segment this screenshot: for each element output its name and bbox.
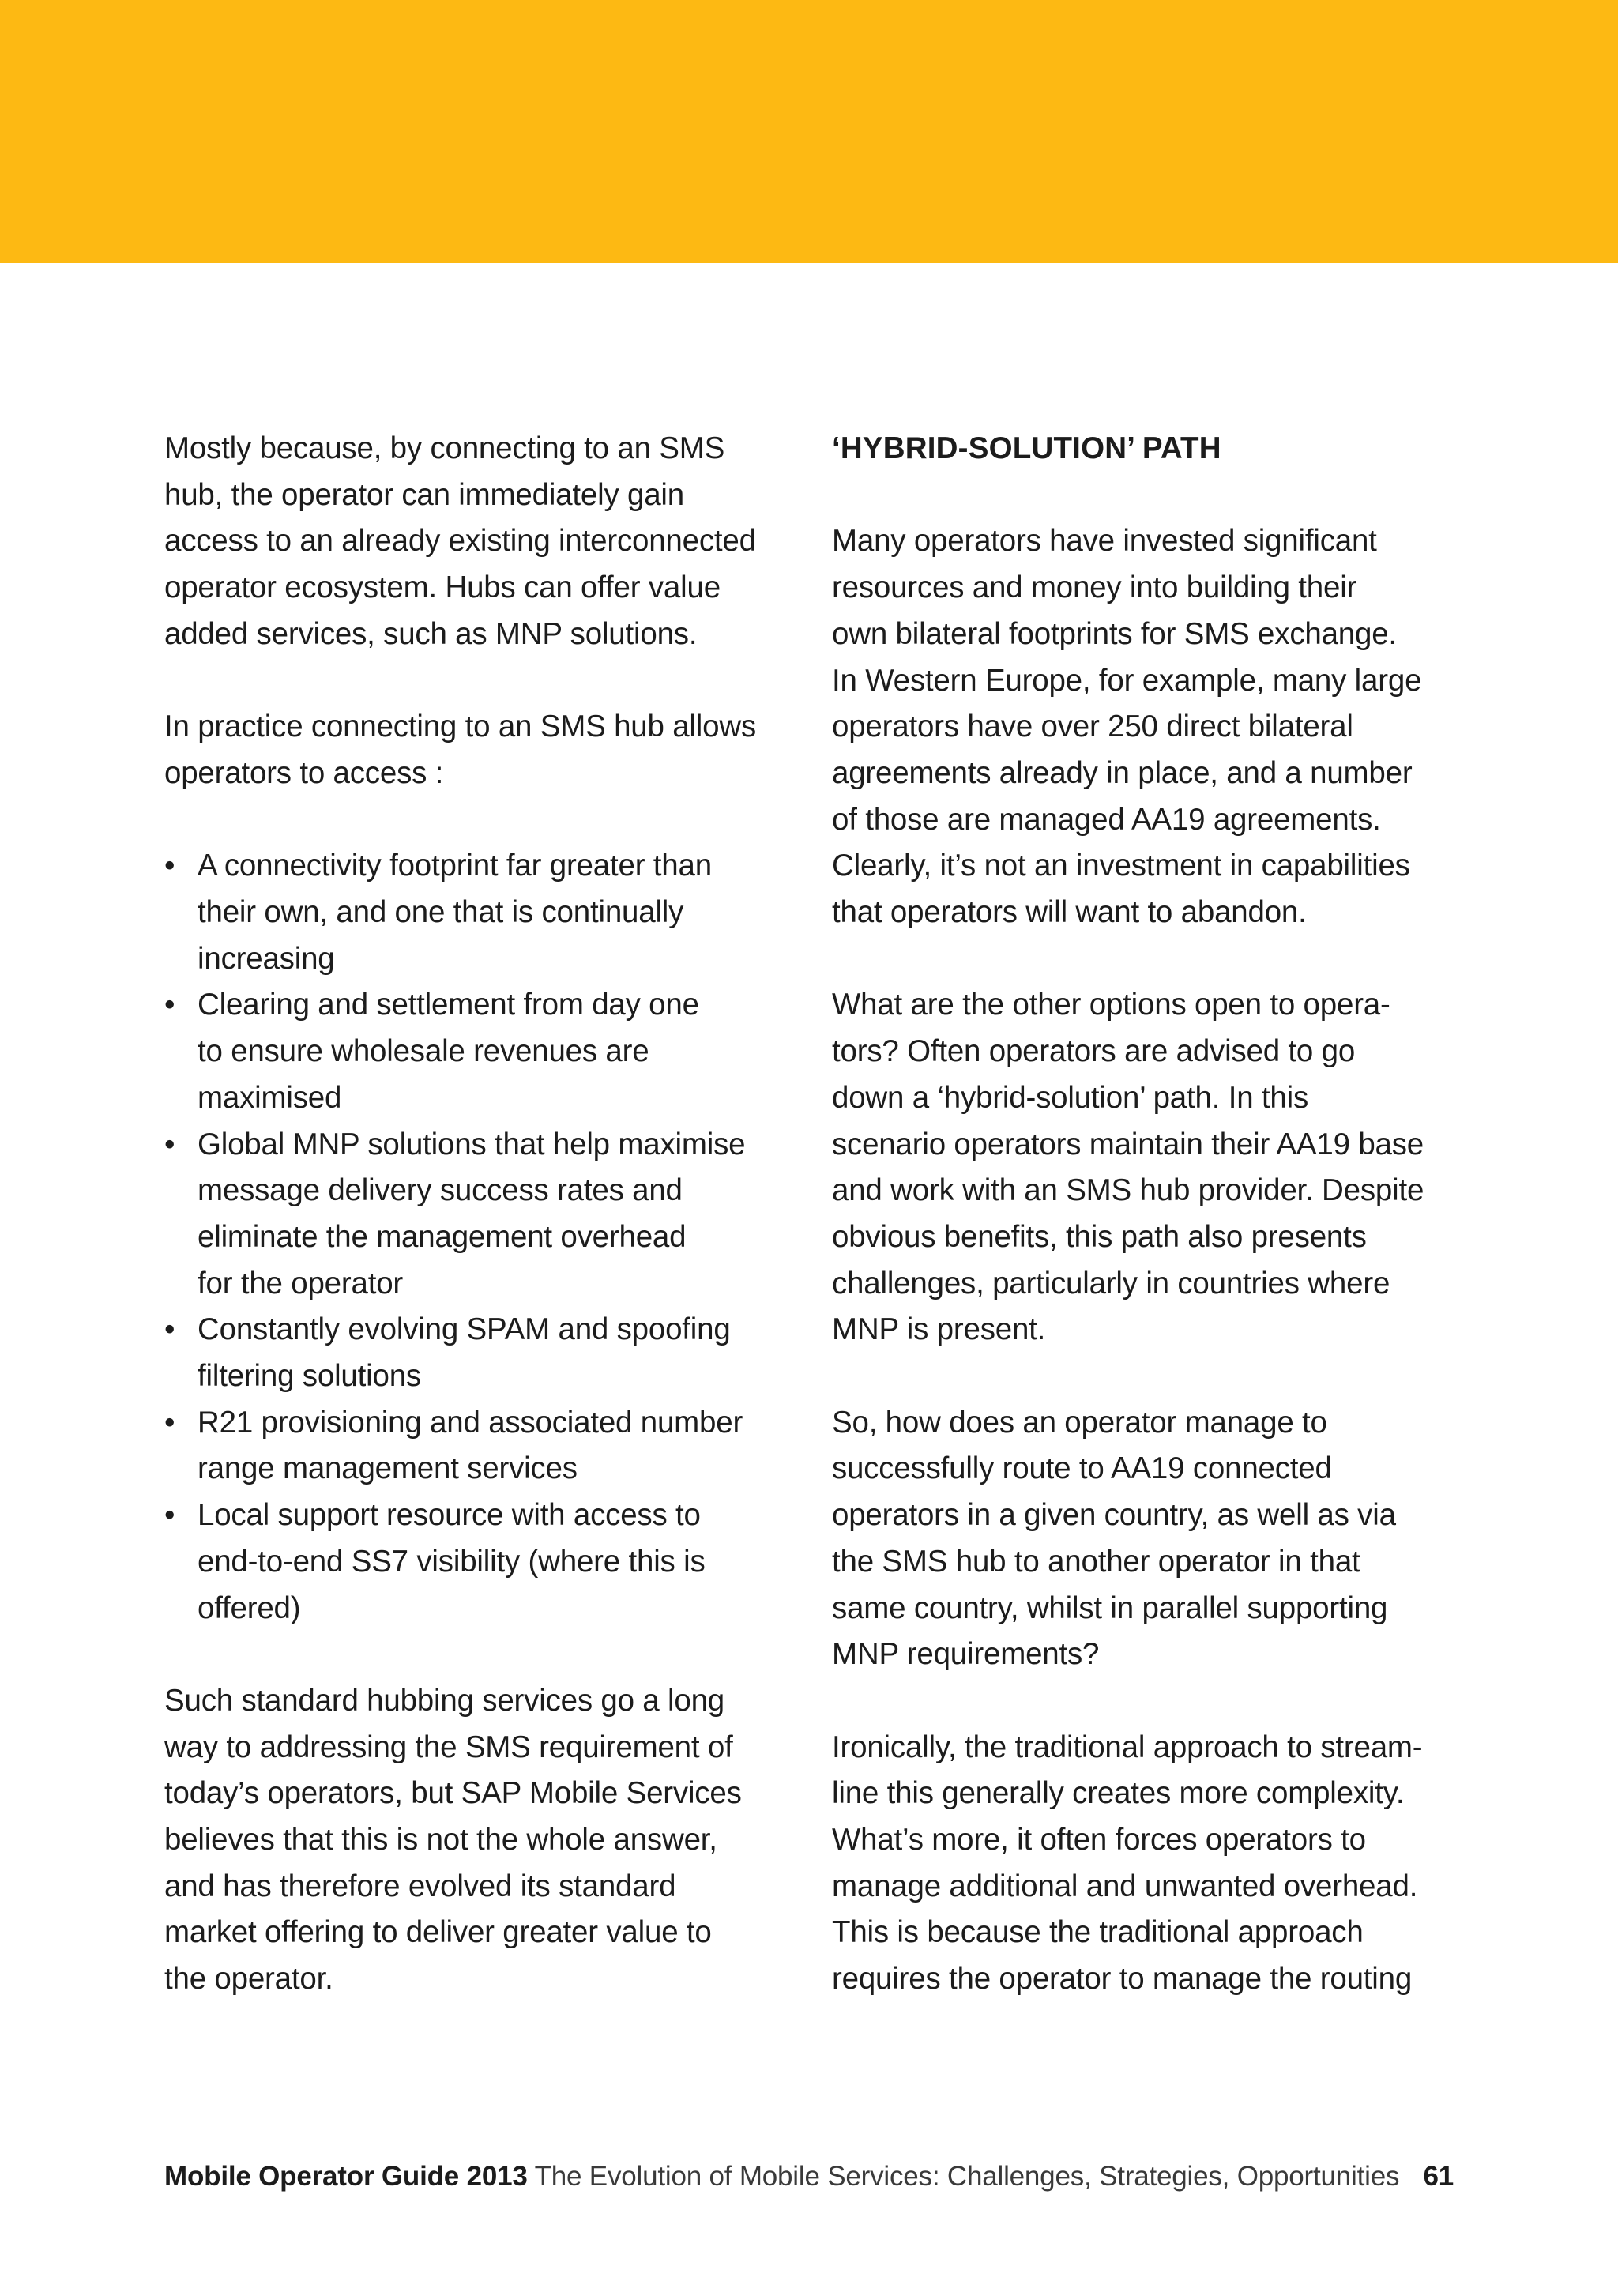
bullet-marker: • — [164, 988, 175, 1022]
left-paragraph-3: Such standard hubbing services go a long way to addressing the SMS requirement of today’s operators, but SAP Mobile Services believes that this is not the whole answer, and has therefore evolved its standard market offering to deliver greater value to the operator. — [164, 1683, 742, 1997]
list-item: • Clearing and settlement from day one to ensure wholesale revenues are maximised — [164, 982, 796, 1121]
right-paragraph-1: Many operators have invested significant resources and money into building their own bilateral footprints for SMS exchange. In Western Europe, for example, many large operators have over 250 direct bilateral agreements already in place, and a number of those are managed AA19 agreements. Clearly, it’s not an investment in capabilities that operators will want to abandon. — [832, 524, 1422, 930]
bullet-marker: • — [164, 1405, 175, 1440]
right-paragraph-4: Ironically, the traditional approach to stream- line this generally creates more complexity. What’s more, it often forces operators to manage additional and unwanted overhead. This is because the traditional approach requires the operator to manage the routing — [832, 1730, 1423, 1997]
left-paragraph-2: In practice connecting to an SMS hub allows operators to access : — [164, 710, 756, 790]
list-item: • R21 provisioning and associated number range management services — [164, 1400, 796, 1492]
list-item: • Global MNP solutions that help maximise message delivery success rates and eliminate the management overhead for the operator — [164, 1122, 796, 1308]
right-paragraph-3: So, how does an operator manage to successfully route to AA19 connected operators in a given country, as well as via the SMS hub to another operator in that same country, whilst in parallel supporting MNP requirements? — [832, 1405, 1396, 1672]
right-column — [832, 426, 1464, 2003]
right-paragraph-2: What are the other options open to opera- tors? Often operators are advised to go down a ‘hybrid-solution’ path. In this scenario operators maintain their AA19 base and work with an SMS hub provider. Despite obvious benefits, this path also presents challenges, particularly in countries where MNP is present. — [832, 988, 1424, 1347]
bullet-marker: • — [164, 1498, 175, 1533]
bullet-list — [164, 843, 796, 1632]
bullet-marker: • — [164, 849, 175, 883]
left-paragraph-1: Mostly because, by connecting to an SMS hub, the operator can immediately gain access to an already existing interconnected operator ecosystem. Hubs can offer value added services, such as MNP solutions. — [164, 431, 756, 651]
bullet-marker: • — [164, 1127, 175, 1161]
list-item: • Local support resource with access to end-to-end SS7 visibility (where this is offered) — [164, 1492, 796, 1632]
footer-title: Mobile Operator Guide 2013 — [164, 2161, 528, 2192]
header-band — [0, 0, 1618, 263]
page-footer — [164, 2153, 1454, 2200]
list-item: • Constantly evolving SPAM and spoofing filtering solutions — [164, 1307, 796, 1399]
list-item: • A connectivity footprint far greater than their own, and one that is continually increasing — [164, 843, 796, 982]
bullet-marker: • — [164, 1312, 175, 1347]
section-heading: ‘HYBRID-SOLUTION’ PATH — [832, 431, 1221, 465]
page-number: 61 — [1423, 2161, 1454, 2192]
left-column — [164, 426, 796, 2003]
footer-subtitle: The Evolution of Mobile Services: Challenges, Strategies, Opportunities — [534, 2161, 1400, 2192]
